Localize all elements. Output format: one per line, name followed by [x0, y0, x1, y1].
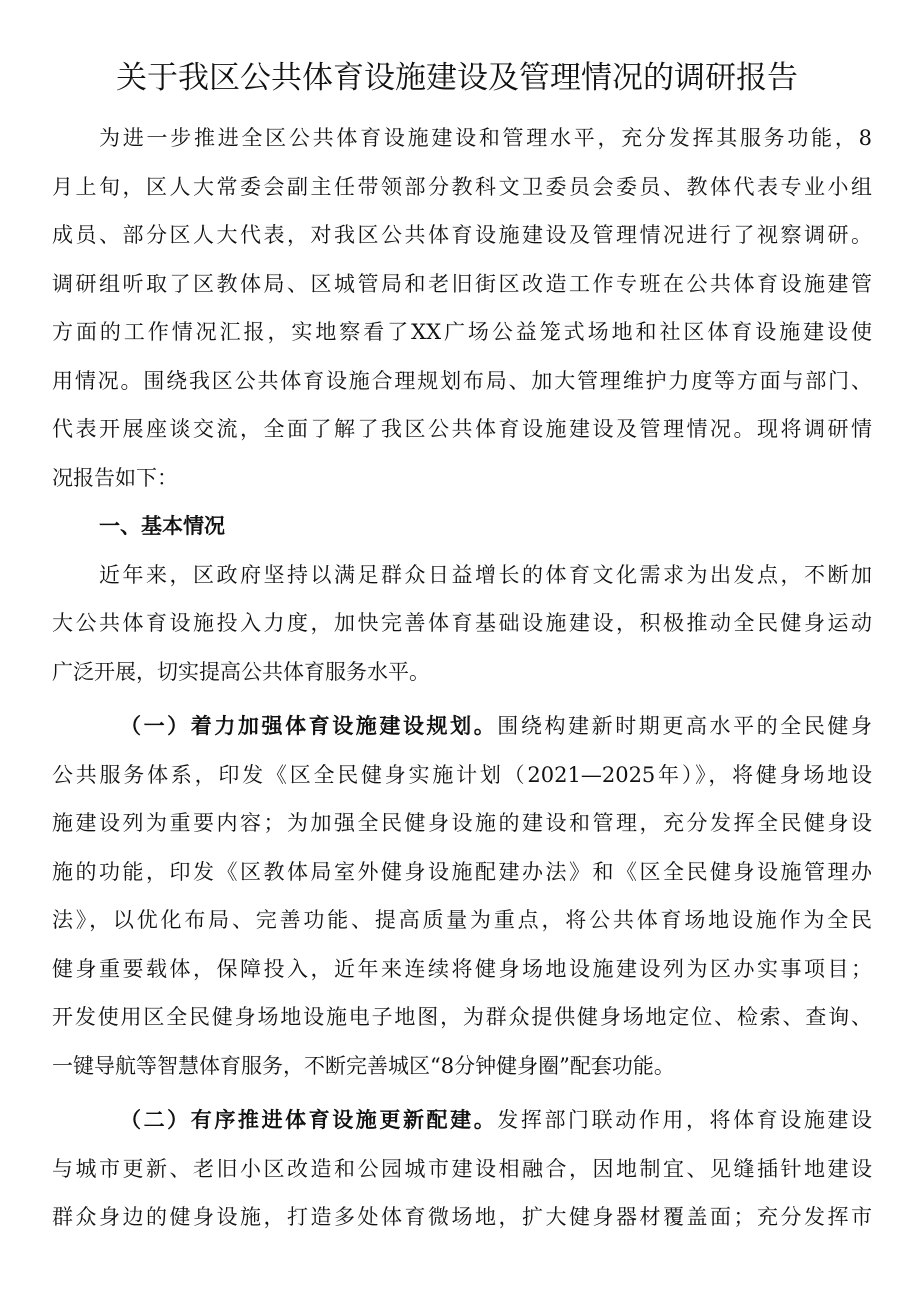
item1-first-line	[52, 702, 872, 751]
item1-line: 健身重要载体，保障投入，近年来连续将健身场地设施建设列为区办实事项目；	[52, 956, 872, 981]
intro-line: 月上旬，区人大常委会副主任带领部分教科文卫委员会委员、教体代表专业小组	[52, 174, 872, 199]
document-title: 关于我区公共体育设施建设及管理情况的调研报告	[116, 60, 798, 96]
document-body	[52, 114, 872, 1242]
item1-line: 施建设列为重要内容；为加强全民健身设施的建设和管理，充分发挥全民健身设	[52, 811, 872, 835]
item1-line: 开发使用区全民健身场地设施电子地图，为群众提供健身场地定位、检索、查询、	[52, 1005, 872, 1029]
item1-lead: （一）着力加强体育设施建设规划。	[120, 714, 498, 738]
intro-line: 代表开展座谈交流，全面了解了我区公共体育设施建设及管理情况。现将调研情	[52, 417, 872, 441]
section1-line: 大公共体育设施投入力度，加快完善体育基础设施建设，积极推动全民健身运动	[52, 611, 872, 635]
item2-first-rest: 发挥部门联动作用，将体育设施建设	[497, 1108, 873, 1132]
item1-line: 一键导航等智慧体育服务，不断完善城区“8分钟健身圈”配套功能。	[52, 1053, 675, 1078]
section1-line: 近年来，区政府坚持以满足群众日益增长的体育文化需求为出发点，不断加	[99, 562, 872, 587]
section1-line: 广泛开展，切实提高公共体育服务水平。	[52, 659, 430, 684]
item2-first-line	[52, 1096, 872, 1145]
intro-line: 为进一步推进全区公共体育设施建设和管理水平，充分发挥其服务功能，8	[99, 126, 872, 150]
section-heading: 一、基本情况	[99, 514, 225, 538]
intro-line: 成员、部分区人大代表，对我区公共体育设施建设及管理情况进行了视察调研。	[52, 223, 872, 247]
item1-line: 公共服务体系，印发《区全民健身实施计划（2021—2025年）》，将健身场地设	[52, 762, 872, 787]
item2-line: 与城市更新、老旧小区改造和公园城市建设相融合，因地制宜、见缝插针地建设	[52, 1156, 872, 1181]
intro-line: 方面的工作情况汇报，实地察看了XX广场公益笼式场地和社区体育设施建设使	[52, 320, 872, 344]
intro-line: 况报告如下：	[52, 465, 178, 490]
intro-line: 用情况。围绕我区公共体育设施合理规划布局、加大管理维护力度等方面与部门、	[52, 368, 872, 393]
item1-first-rest: 围绕构建新时期更高水平的全民健身	[497, 714, 873, 738]
item2-lead: （二）有序推进体育设施更新配建。	[120, 1108, 498, 1132]
item1-line: 法》，以优化布局、完善功能、提高质量为重点，将公共体育场地设施作为全民	[52, 908, 872, 932]
item2-line: 群众身边的健身设施，打造多处体育微场地，扩大健身器材覆盖面；充分发挥市	[52, 1205, 872, 1229]
intro-line: 调研组听取了区教体局、区城管局和老旧街区改造工作专班在公共体育设施建管	[52, 271, 872, 296]
item1-line: 施的功能，印发《区教体局室外健身设施配建办法》和《区全民健身设施管理办	[52, 859, 872, 884]
